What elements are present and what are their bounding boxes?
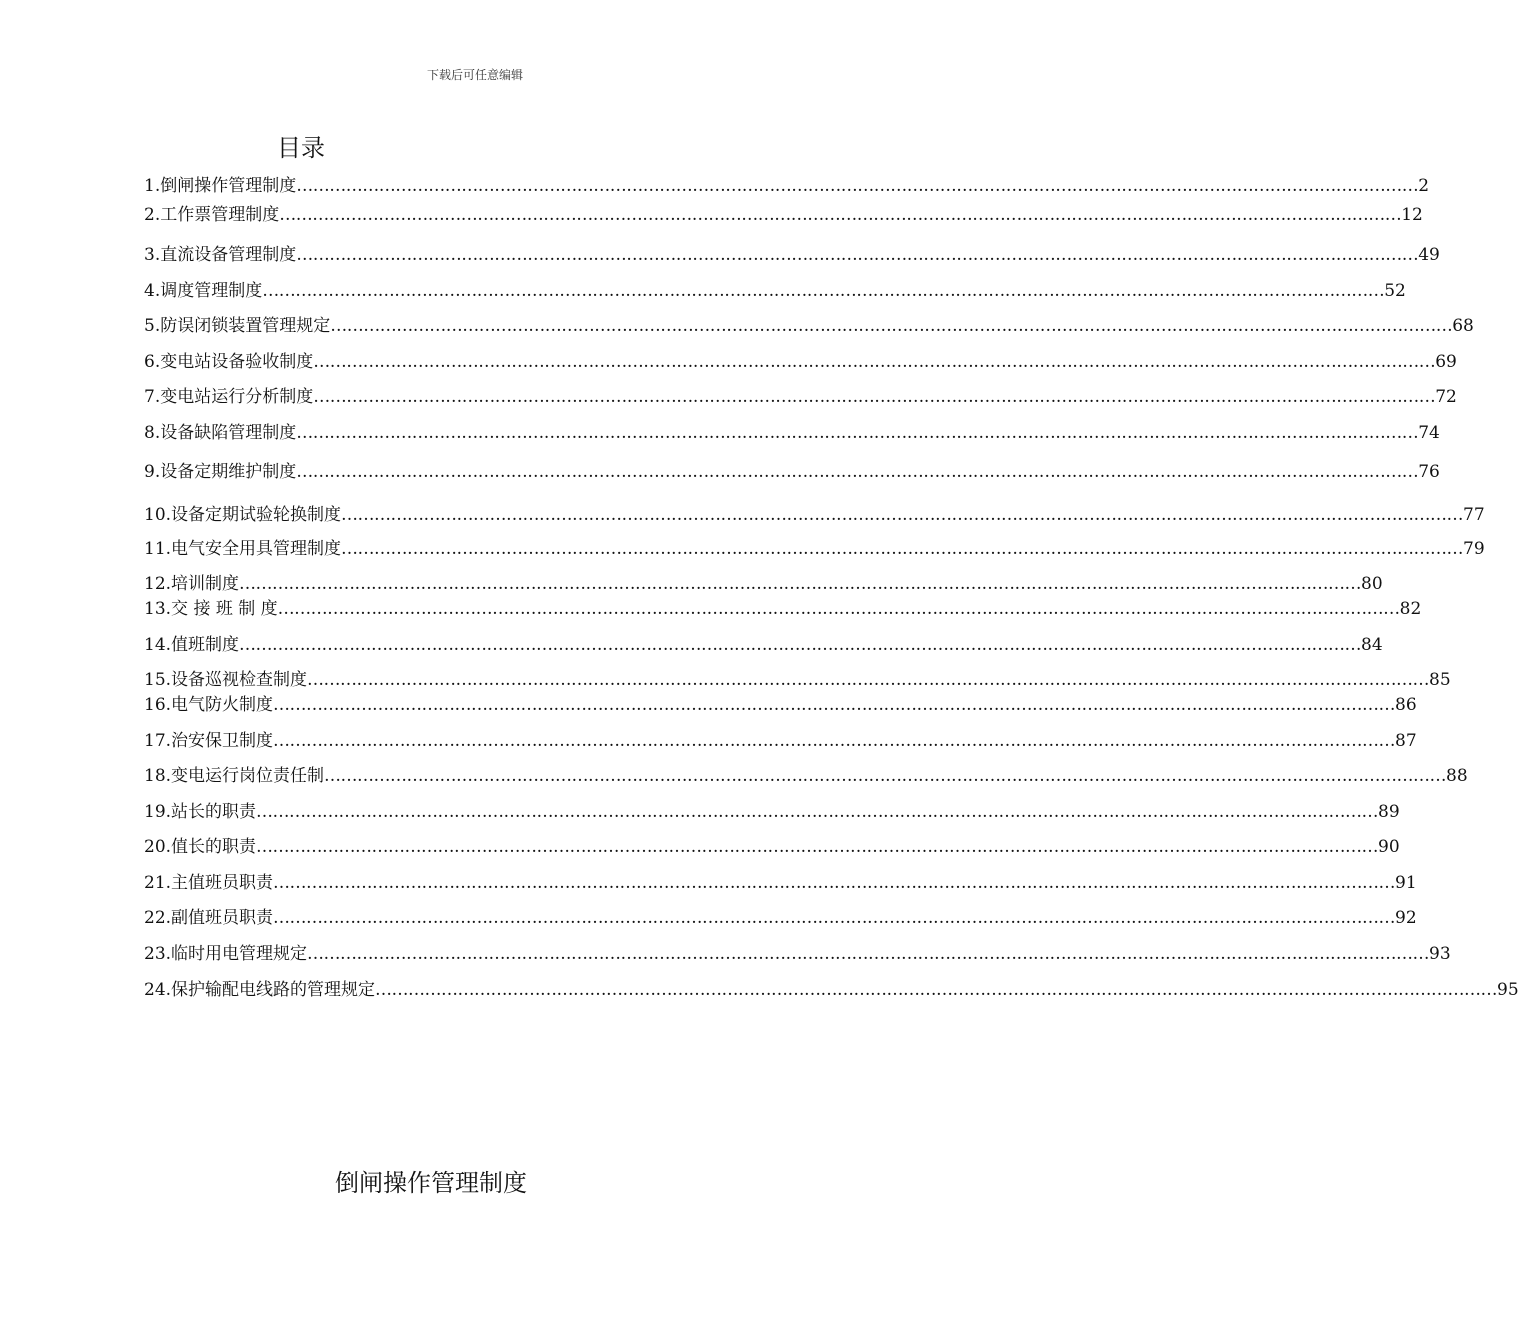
- toc-entry-page: 80: [1361, 574, 1383, 594]
- toc-entry-page: 76: [1418, 462, 1440, 482]
- toc-entry-label: 设备定期试验轮换制度: [171, 505, 342, 525]
- toc-entry-label: 变电站运行分析制度: [160, 387, 314, 407]
- toc-entry-page: 72: [1435, 387, 1457, 407]
- toc-leader-dots: ……………………………………………………………………………………………………………………………………………………………………………………: [262, 281, 1385, 301]
- toc-entry-page: 79: [1463, 539, 1485, 559]
- toc-leader-dots: ……………………………………………………………………………………………………………………………………………………………………………………: [313, 387, 1436, 407]
- toc-entry-label: 防误闭锁装置管理规定: [160, 316, 331, 336]
- toc-entry-label: 值长的职责: [171, 837, 257, 857]
- toc-leader-dots: ……………………………………………………………………………………………………………………………………………………………………………………: [296, 462, 1419, 482]
- toc-entry-number: 11.: [144, 539, 172, 559]
- toc-leader-dots: ……………………………………………………………………………………………………………………………………………………………………………………: [341, 539, 1464, 559]
- toc-leader-dots: ……………………………………………………………………………………………………………………………………………………………………………………: [273, 731, 1396, 751]
- toc-entry-label: 电气防火制度: [171, 695, 274, 715]
- toc-entry[interactable]: [144, 279, 1406, 303]
- toc-entry-page: 89: [1378, 802, 1400, 822]
- toc-entry[interactable]: [144, 978, 1519, 1002]
- toc-entry-number: 24.: [144, 980, 172, 1000]
- toc-leader-dots: ……………………………………………………………………………………………………………………………………………………………………………………: [256, 802, 1379, 822]
- toc-entry-label: 主值班员职责: [171, 873, 274, 893]
- toc-entry-page: 95: [1497, 980, 1519, 1000]
- toc-entry-page: 85: [1429, 670, 1451, 690]
- toc-entry-number: 1.: [144, 176, 161, 196]
- toc-entry-label: 交 接 班 制 度: [171, 599, 278, 619]
- toc-entry-label: 电气安全用具管理制度: [171, 539, 342, 559]
- toc-entry-page: 52: [1384, 281, 1406, 301]
- toc-entry[interactable]: [144, 537, 1485, 561]
- toc-leader-dots: ……………………………………………………………………………………………………………………………………………………………………………………: [296, 245, 1419, 265]
- toc-entry-label: 站长的职责: [171, 802, 257, 822]
- toc-entry-page: 69: [1435, 352, 1457, 372]
- toc-entry[interactable]: [144, 350, 1457, 374]
- toc-entry-page: 93: [1429, 944, 1451, 964]
- toc-entry-label: 值班制度: [171, 635, 240, 655]
- toc-entry[interactable]: [144, 764, 1468, 788]
- toc-entry-number: 13.: [144, 599, 172, 619]
- toc-entry[interactable]: [144, 871, 1417, 895]
- toc-entry[interactable]: [144, 314, 1474, 338]
- toc-entry[interactable]: [144, 203, 1423, 227]
- toc-entry-page: 87: [1395, 731, 1417, 751]
- toc-leader-dots: ……………………………………………………………………………………………………………………………………………………………………………………: [324, 766, 1447, 786]
- toc-entry-number: 16.: [144, 695, 172, 715]
- toc-entry-label: 保护输配电线路的管理规定: [171, 980, 376, 1000]
- toc-entry-number: 7.: [144, 387, 161, 407]
- toc-entry-page: 49: [1418, 245, 1440, 265]
- toc-entry[interactable]: [144, 421, 1440, 445]
- toc-entry-label: 倒闸操作管理制度: [160, 176, 297, 196]
- toc-leader-dots: ……………………………………………………………………………………………………………………………………………………………………………………: [330, 316, 1453, 336]
- toc-entry-number: 23.: [144, 944, 172, 964]
- toc-leader-dots: ……………………………………………………………………………………………………………………………………………………………………………………: [273, 873, 1396, 893]
- toc-entry-page: 92: [1395, 908, 1417, 928]
- toc-entry-page: 74: [1418, 423, 1440, 443]
- toc-entry-label: 工作票管理制度: [160, 205, 280, 225]
- toc-leader-dots: ……………………………………………………………………………………………………………………………………………………………………………………: [273, 695, 1396, 715]
- toc-entry-label: 培训制度: [171, 574, 240, 594]
- toc-entry-label: 直流设备管理制度: [160, 245, 297, 265]
- toc-entry-number: 6.: [144, 352, 161, 372]
- toc-entry-number: 15.: [144, 670, 172, 690]
- toc-entry-number: 18.: [144, 766, 172, 786]
- toc-leader-dots: ……………………………………………………………………………………………………………………………………………………………………………………: [277, 599, 1400, 619]
- toc-entry-number: 17.: [144, 731, 172, 751]
- toc-entry[interactable]: [144, 668, 1451, 692]
- toc-leader-dots: ……………………………………………………………………………………………………………………………………………………………………………………: [296, 423, 1419, 443]
- toc-leader-dots: ……………………………………………………………………………………………………………………………………………………………………………………: [296, 176, 1419, 196]
- toc-entry[interactable]: [144, 942, 1451, 966]
- toc-entry-number: 12.: [144, 574, 172, 594]
- page-header-note: 下载后可任意编辑: [426, 68, 523, 82]
- toc-leader-dots: ……………………………………………………………………………………………………………………………………………………………………………………: [239, 635, 1362, 655]
- toc-leader-dots: ……………………………………………………………………………………………………………………………………………………………………………………: [313, 352, 1436, 372]
- toc-entry-number: 9.: [144, 462, 161, 482]
- toc-entry-number: 14.: [144, 635, 172, 655]
- toc-entry[interactable]: [144, 174, 1430, 198]
- toc-entry-label: 副值班员职责: [171, 908, 274, 928]
- toc-entry[interactable]: [144, 503, 1485, 527]
- toc-entry-number: 22.: [144, 908, 172, 928]
- toc-leader-dots: ……………………………………………………………………………………………………………………………………………………………………………………: [279, 205, 1402, 225]
- toc-title: 目录: [277, 134, 325, 162]
- toc-leader-dots: ……………………………………………………………………………………………………………………………………………………………………………………: [273, 908, 1396, 928]
- toc-leader-dots: ……………………………………………………………………………………………………………………………………………………………………………………: [239, 574, 1362, 594]
- toc-entry[interactable]: [144, 835, 1400, 859]
- toc-entry[interactable]: [144, 597, 1422, 621]
- toc-entry[interactable]: [144, 693, 1417, 717]
- toc-leader-dots: ……………………………………………………………………………………………………………………………………………………………………………………: [256, 837, 1379, 857]
- toc-entry-number: 19.: [144, 802, 172, 822]
- toc-entry-page: 82: [1399, 599, 1422, 619]
- toc-entry-number: 3.: [144, 245, 161, 265]
- toc-entry[interactable]: [144, 460, 1440, 484]
- toc-entry-label: 治安保卫制度: [171, 731, 274, 751]
- toc-leader-dots: ……………………………………………………………………………………………………………………………………………………………………………………: [307, 670, 1430, 690]
- section-title: 倒闸操作管理制度: [335, 1169, 527, 1197]
- toc-entry[interactable]: [144, 572, 1383, 596]
- toc-entry-number: 21.: [144, 873, 172, 893]
- toc-entry-number: 20.: [144, 837, 172, 857]
- toc-entry-number: 2.: [144, 205, 161, 225]
- toc-leader-dots: ……………………………………………………………………………………………………………………………………………………………………………………: [341, 505, 1464, 525]
- toc-entry-number: 8.: [144, 423, 161, 443]
- toc-entry-label: 设备定期维护制度: [160, 462, 297, 482]
- toc-entry[interactable]: [144, 906, 1417, 930]
- toc-entry[interactable]: [144, 633, 1383, 657]
- toc-entry-label: 变电运行岗位责任制: [171, 766, 325, 786]
- toc-leader-dots: ……………………………………………………………………………………………………………………………………………………………………………………: [375, 980, 1498, 1000]
- toc-entry-page: 77: [1463, 505, 1485, 525]
- toc-entry-page: 68: [1452, 316, 1474, 336]
- toc-entry-page: 2: [1418, 176, 1430, 196]
- toc-entry-page: 84: [1361, 635, 1383, 655]
- toc-entry-page: 90: [1378, 837, 1400, 857]
- toc-entry-page: 12: [1401, 205, 1423, 225]
- toc-entry-number: 10.: [144, 505, 172, 525]
- toc-entry[interactable]: [144, 385, 1457, 409]
- toc-entry-page: 91: [1395, 873, 1417, 893]
- toc-entry-label: 临时用电管理规定: [171, 944, 308, 964]
- toc-entry-label: 变电站设备验收制度: [160, 352, 314, 372]
- toc-entry[interactable]: [144, 729, 1417, 753]
- toc-entry-page: 88: [1446, 766, 1468, 786]
- toc-entry-label: 设备缺陷管理制度: [160, 423, 297, 443]
- toc-entry-number: 5.: [144, 316, 161, 336]
- toc-entry-number: 4.: [144, 281, 161, 301]
- toc-entry[interactable]: [144, 243, 1440, 267]
- toc-entry-page: 86: [1395, 695, 1417, 715]
- toc-entry-label: 设备巡视检查制度: [171, 670, 308, 690]
- toc-entry[interactable]: [144, 800, 1400, 824]
- toc-leader-dots: ……………………………………………………………………………………………………………………………………………………………………………………: [307, 944, 1430, 964]
- toc-entry-label: 调度管理制度: [160, 281, 263, 301]
